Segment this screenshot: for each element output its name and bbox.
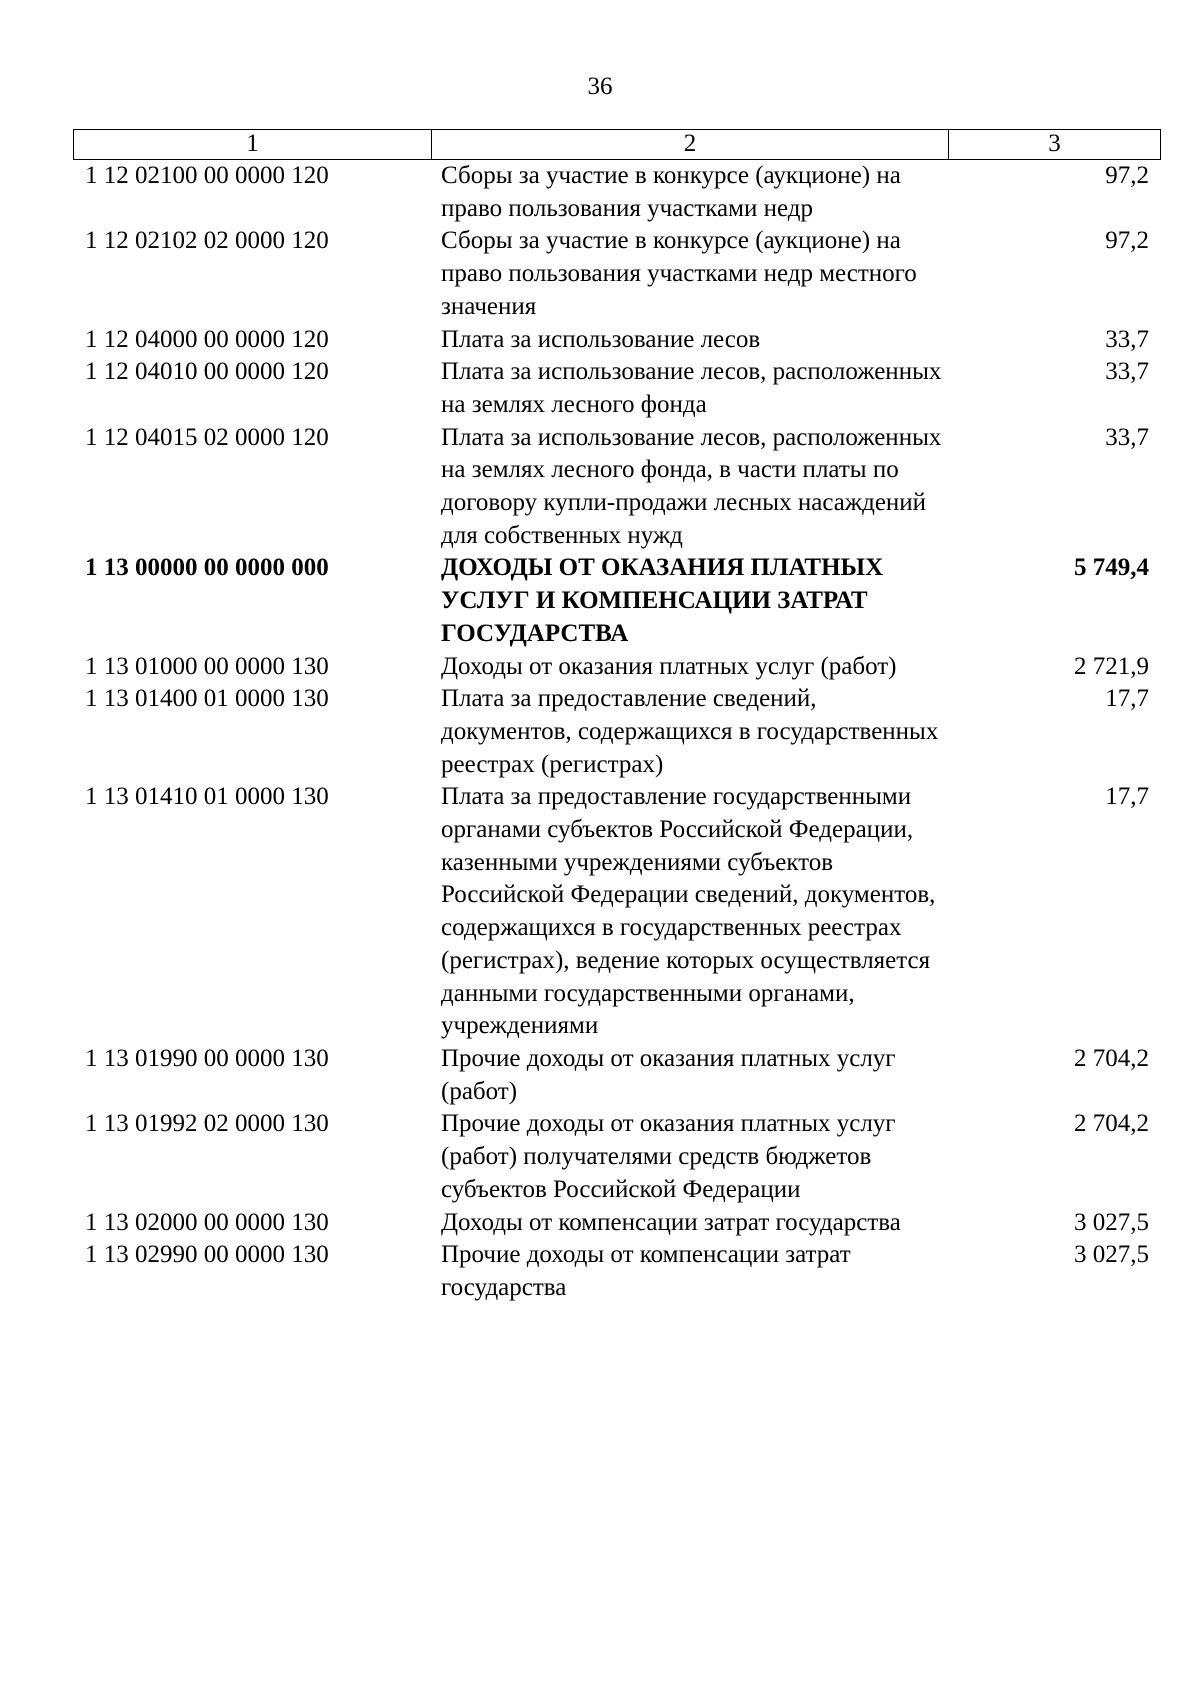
- table-row: [73, 356, 1161, 421]
- budget-code-cell: 1 12 04000 00 0000 120: [85, 325, 329, 353]
- column-header-code: 1: [74, 130, 432, 159]
- revenue-name-cell: Плата за использование лесов, расположенных на землях лесного фонда: [441, 358, 942, 418]
- budget-code-cell: 1 13 01990 00 0000 130: [85, 1044, 329, 1072]
- amount-cell: 2 704,2: [1074, 1110, 1149, 1138]
- amount-cell: 33,7: [1105, 325, 1149, 353]
- revenue-name-cell: Сборы за участие в конкурсе (аукционе) на право пользования участками недр местного значения: [441, 227, 917, 320]
- table-row: [73, 225, 1161, 323]
- column-header-name: 2: [432, 130, 949, 159]
- budget-code-cell: 1 13 00000 00 0000 000: [85, 554, 329, 582]
- amount-cell: 3 027,5: [1074, 1241, 1149, 1269]
- revenue-table: [73, 129, 1161, 1305]
- budget-code-cell: 1 13 02000 00 0000 130: [85, 1208, 329, 1236]
- amount-cell: 97,2: [1105, 227, 1149, 255]
- budget-code-cell: 1 12 02102 02 0000 120: [85, 227, 329, 255]
- revenue-name-cell: Доходы от компенсации затрат государства: [441, 1208, 901, 1236]
- table-row: [73, 1043, 1161, 1108]
- revenue-name-cell: Плата за использование лесов, расположенных на землях лесного фонда, в части платы по договору купли-продажи лесных насаждений для собственных нужд: [441, 423, 942, 549]
- table-row: [73, 651, 1161, 684]
- budget-code-cell: 1 12 04010 00 0000 120: [85, 358, 329, 386]
- table-body: [73, 160, 1161, 1305]
- table-row: [73, 324, 1161, 357]
- amount-cell: 2 704,2: [1074, 1044, 1149, 1072]
- revenue-name-cell: Плата за использование лесов: [441, 325, 761, 353]
- table-row: [73, 160, 1161, 225]
- table-row: [73, 683, 1161, 781]
- revenue-name-cell: Доходы от оказания платных услуг (работ): [441, 652, 897, 680]
- table-row: [73, 781, 1161, 1043]
- revenue-name-cell: Сборы за участие в конкурсе (аукционе) на право пользования участками недр: [441, 162, 901, 222]
- revenue-name-cell: Плата за предоставление сведений, документов, содержащихся в государственных реестрах (регистрах): [441, 685, 939, 778]
- revenue-name-cell: Прочие доходы от оказания платных услуг (работ) получателями средств бюджетов субъектов Российской Федерации: [441, 1110, 896, 1203]
- page-number: 36: [587, 73, 613, 100]
- amount-cell: 2 721,9: [1074, 652, 1149, 680]
- revenue-name-cell: Плата за предоставление государственными органами субъектов Российской Федерации, казенными учреждениями субъектов Российской Федерации сведений, документов, содержащихся в государственных реестрах (регистрах), ведение которых осуществляется данными государственными органами, учреждениями: [441, 783, 936, 1040]
- amount-cell: 97,2: [1105, 162, 1149, 189]
- table-row: [73, 1207, 1161, 1240]
- budget-code-cell: 1 13 01992 02 0000 130: [85, 1110, 329, 1138]
- budget-code-cell: 1 13 01000 00 0000 130: [85, 652, 329, 680]
- amount-cell: 3 027,5: [1074, 1208, 1149, 1236]
- amount-cell: 33,7: [1105, 358, 1149, 386]
- revenue-name-cell: ДОХОДЫ ОТ ОКАЗАНИЯ ПЛАТНЫХ УСЛУГ И КОМПЕНСАЦИИ ЗАТРАТ ГОСУДАРСТВА: [441, 554, 884, 647]
- table-row: [73, 552, 1161, 650]
- table-row: [73, 422, 1161, 553]
- budget-code-cell: 1 12 04015 02 0000 120: [85, 423, 329, 451]
- budget-code-cell: 1 13 02990 00 0000 130: [85, 1241, 329, 1269]
- table-row: [73, 1239, 1161, 1304]
- budget-code-cell: 1 12 02100 00 0000 120: [85, 162, 329, 189]
- amount-cell: 17,7: [1105, 685, 1149, 713]
- amount-cell: 33,7: [1105, 423, 1149, 451]
- column-header-amount: 3: [1048, 130, 1061, 157]
- amount-cell: 5 749,4: [1074, 554, 1149, 582]
- revenue-name-cell: Прочие доходы от компенсации затрат государства: [441, 1241, 851, 1301]
- budget-code-cell: 1 13 01410 01 0000 130: [85, 783, 329, 811]
- table-header-row: [73, 129, 1161, 160]
- budget-code-cell: 1 13 01400 01 0000 130: [85, 685, 329, 713]
- revenue-name-cell: Прочие доходы от оказания платных услуг (работ): [441, 1044, 896, 1105]
- amount-cell: 17,7: [1105, 783, 1149, 811]
- table-row: [73, 1108, 1161, 1206]
